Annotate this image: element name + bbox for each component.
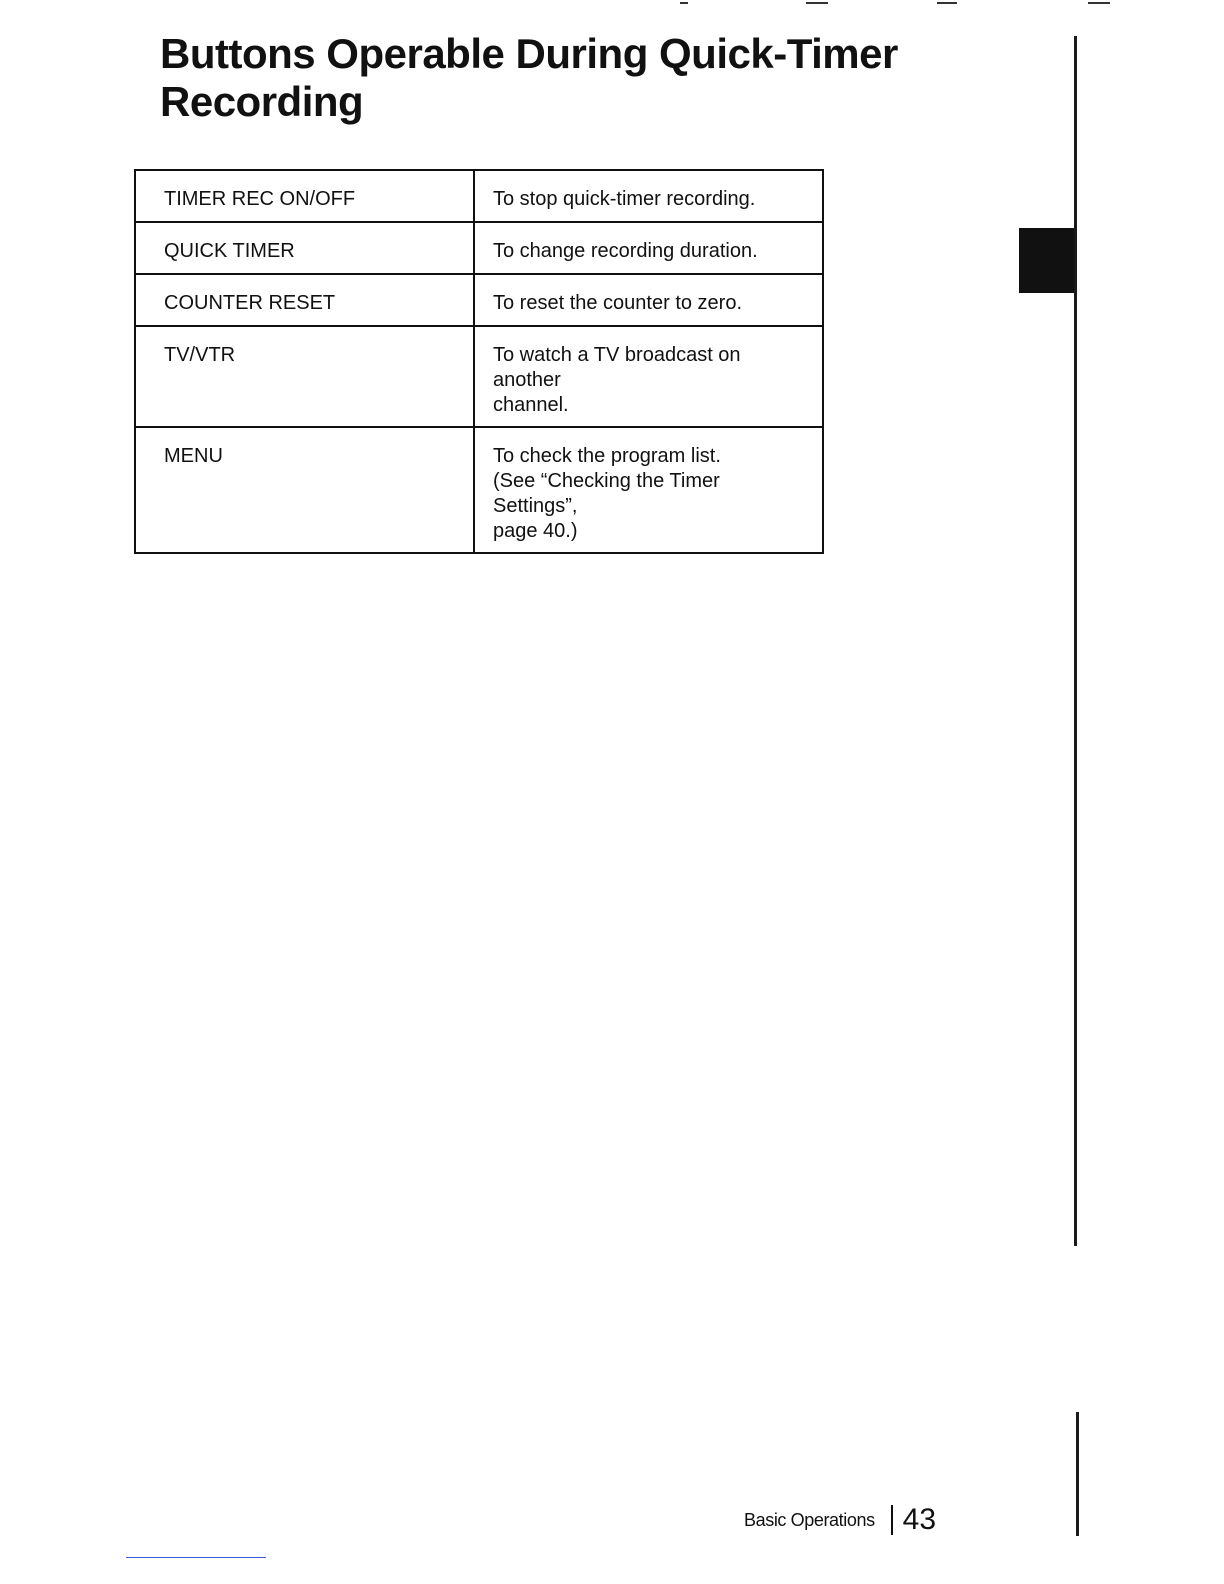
footer-section-title: Basic Operations [744,1509,875,1530]
button-name-cell: TIMER REC ON/OFF [135,170,474,222]
table-row [135,274,823,326]
button-name-cell: MENU [135,427,474,553]
button-name-cell: TV/VTR [135,326,474,427]
buttons-table [134,169,824,554]
button-description-cell: To change recording duration. [474,222,823,274]
button-name-cell: COUNTER RESET [135,274,474,326]
scan-edge-line [126,1557,266,1558]
bottom-margin-rule [1076,1412,1079,1536]
page-number: 43 [902,1503,937,1536]
margin-rule [1074,36,1077,1246]
top-edge-mark [937,2,957,4]
table-row [135,170,823,222]
page-footer [744,1500,936,1540]
table-row [135,427,823,553]
top-edge-mark [806,2,828,4]
table-row [135,326,823,427]
top-edge-mark [680,2,688,4]
table-row [135,222,823,274]
button-name-cell: QUICK TIMER [135,222,474,274]
section-tab-marker [1019,228,1074,293]
button-description-cell: To reset the counter to zero. [474,274,823,326]
button-description-cell: To check the program list. (See “Checking the Timer Settings”, page 40.) [474,427,823,553]
page-title: Buttons Operable During Quick-Timer Recording [160,30,898,125]
footer-divider [891,1505,893,1535]
button-description-cell: To watch a TV broadcast on another channel. [474,326,823,427]
top-edge-mark [1088,2,1110,4]
button-description-cell: To stop quick-timer recording. [474,170,823,222]
